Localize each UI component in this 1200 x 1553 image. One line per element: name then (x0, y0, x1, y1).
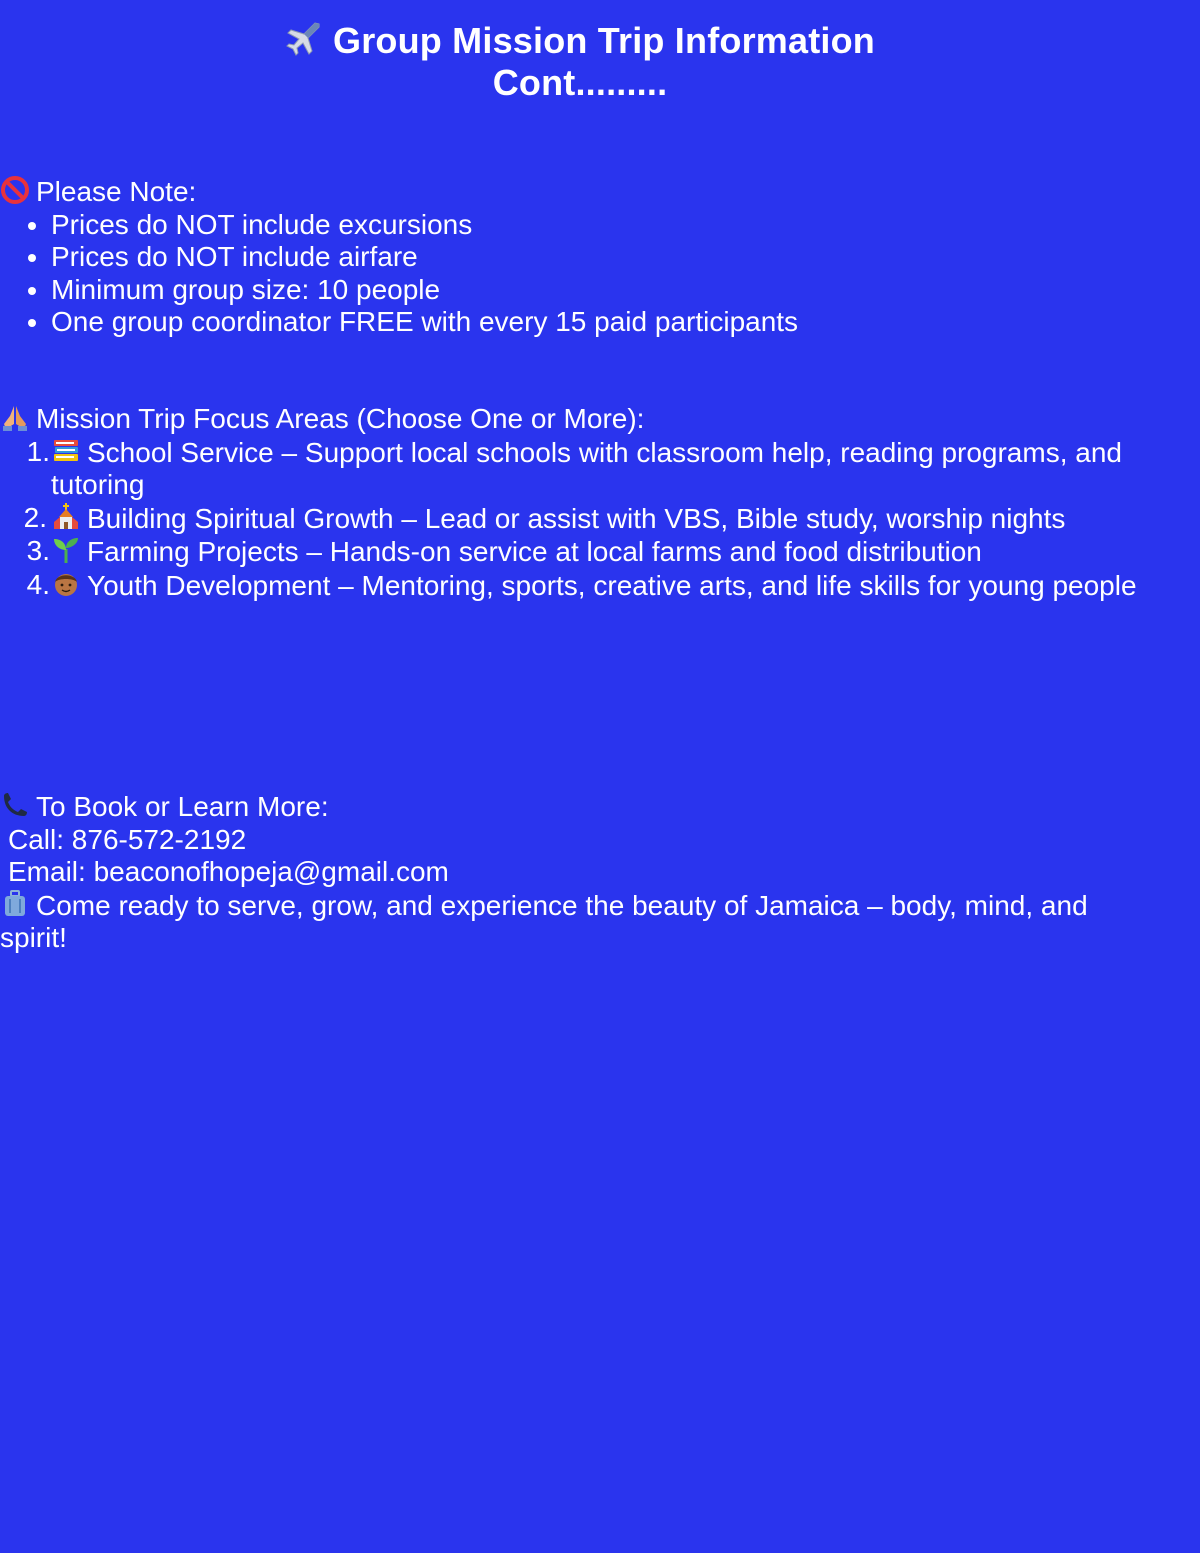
list-item: • One group coordinator FREE with every 15 paid participants (51, 306, 798, 339)
list-item: • Prices do NOT include excursions (51, 209, 798, 242)
list-item-text: Building Spiritual Growth – Lead or assist with VBS, Bible study, worship nights (87, 502, 1066, 534)
child-icon (51, 569, 81, 599)
books-icon (51, 436, 81, 466)
phone-icon (0, 790, 30, 820)
focus-heading (0, 402, 1150, 436)
note-list (0, 209, 798, 339)
list-item-text: Youth Development – Mentoring, sports, creative arts, and life skills for young people (87, 569, 1137, 601)
list-item (0, 502, 1150, 536)
contact-heading (0, 790, 1150, 824)
church-icon (51, 502, 81, 532)
list-item: • Minimum group size: 10 people (51, 274, 798, 307)
list-number: 3. (26, 535, 50, 566)
contact-heading-text: To Book or Learn More: (36, 791, 329, 822)
prohibited-icon (0, 175, 30, 205)
list-number: 4. (26, 568, 50, 600)
list-number: 1. (26, 435, 50, 467)
note-heading-text: Please Note: (36, 176, 197, 207)
list-item-text: School Service – Support local schools with classroom help, reading programs, and tutoring (51, 436, 1122, 500)
focus-heading-text: Mission Trip Focus Areas (Choose One or More): (36, 403, 645, 434)
note-heading (0, 175, 798, 209)
focus-section (0, 402, 1150, 602)
airplane-icon (285, 21, 323, 57)
list-item: • Prices do NOT include airfare (51, 241, 798, 274)
closing-message (0, 889, 1150, 955)
list-item-text: Farming Projects – Hands-on service at local farms and food distribution (87, 536, 982, 567)
title-line-1 (0, 20, 1160, 62)
contact-section (0, 790, 1150, 955)
list-item (0, 569, 1150, 603)
luggage-icon (0, 889, 30, 919)
page-title (0, 20, 1160, 104)
praying-hands-icon (0, 402, 30, 432)
list-item (0, 436, 1150, 502)
title-line-2: Cont......... (492, 62, 668, 103)
list-number: 2. (23, 501, 47, 533)
closing-text: Come ready to serve, grow, and experience the beauty of Jamaica – body, mind, and spirit! (0, 889, 1088, 953)
focus-list (0, 436, 1150, 603)
seedling-icon (51, 535, 81, 565)
title-text: Group Mission Trip Information (333, 20, 875, 61)
note-section (0, 175, 798, 339)
list-item (0, 535, 1150, 569)
phone-number: Call: 876-572-2192 (8, 823, 247, 855)
email-address: Email: beaconofhopeja@gmail.com (8, 856, 449, 887)
